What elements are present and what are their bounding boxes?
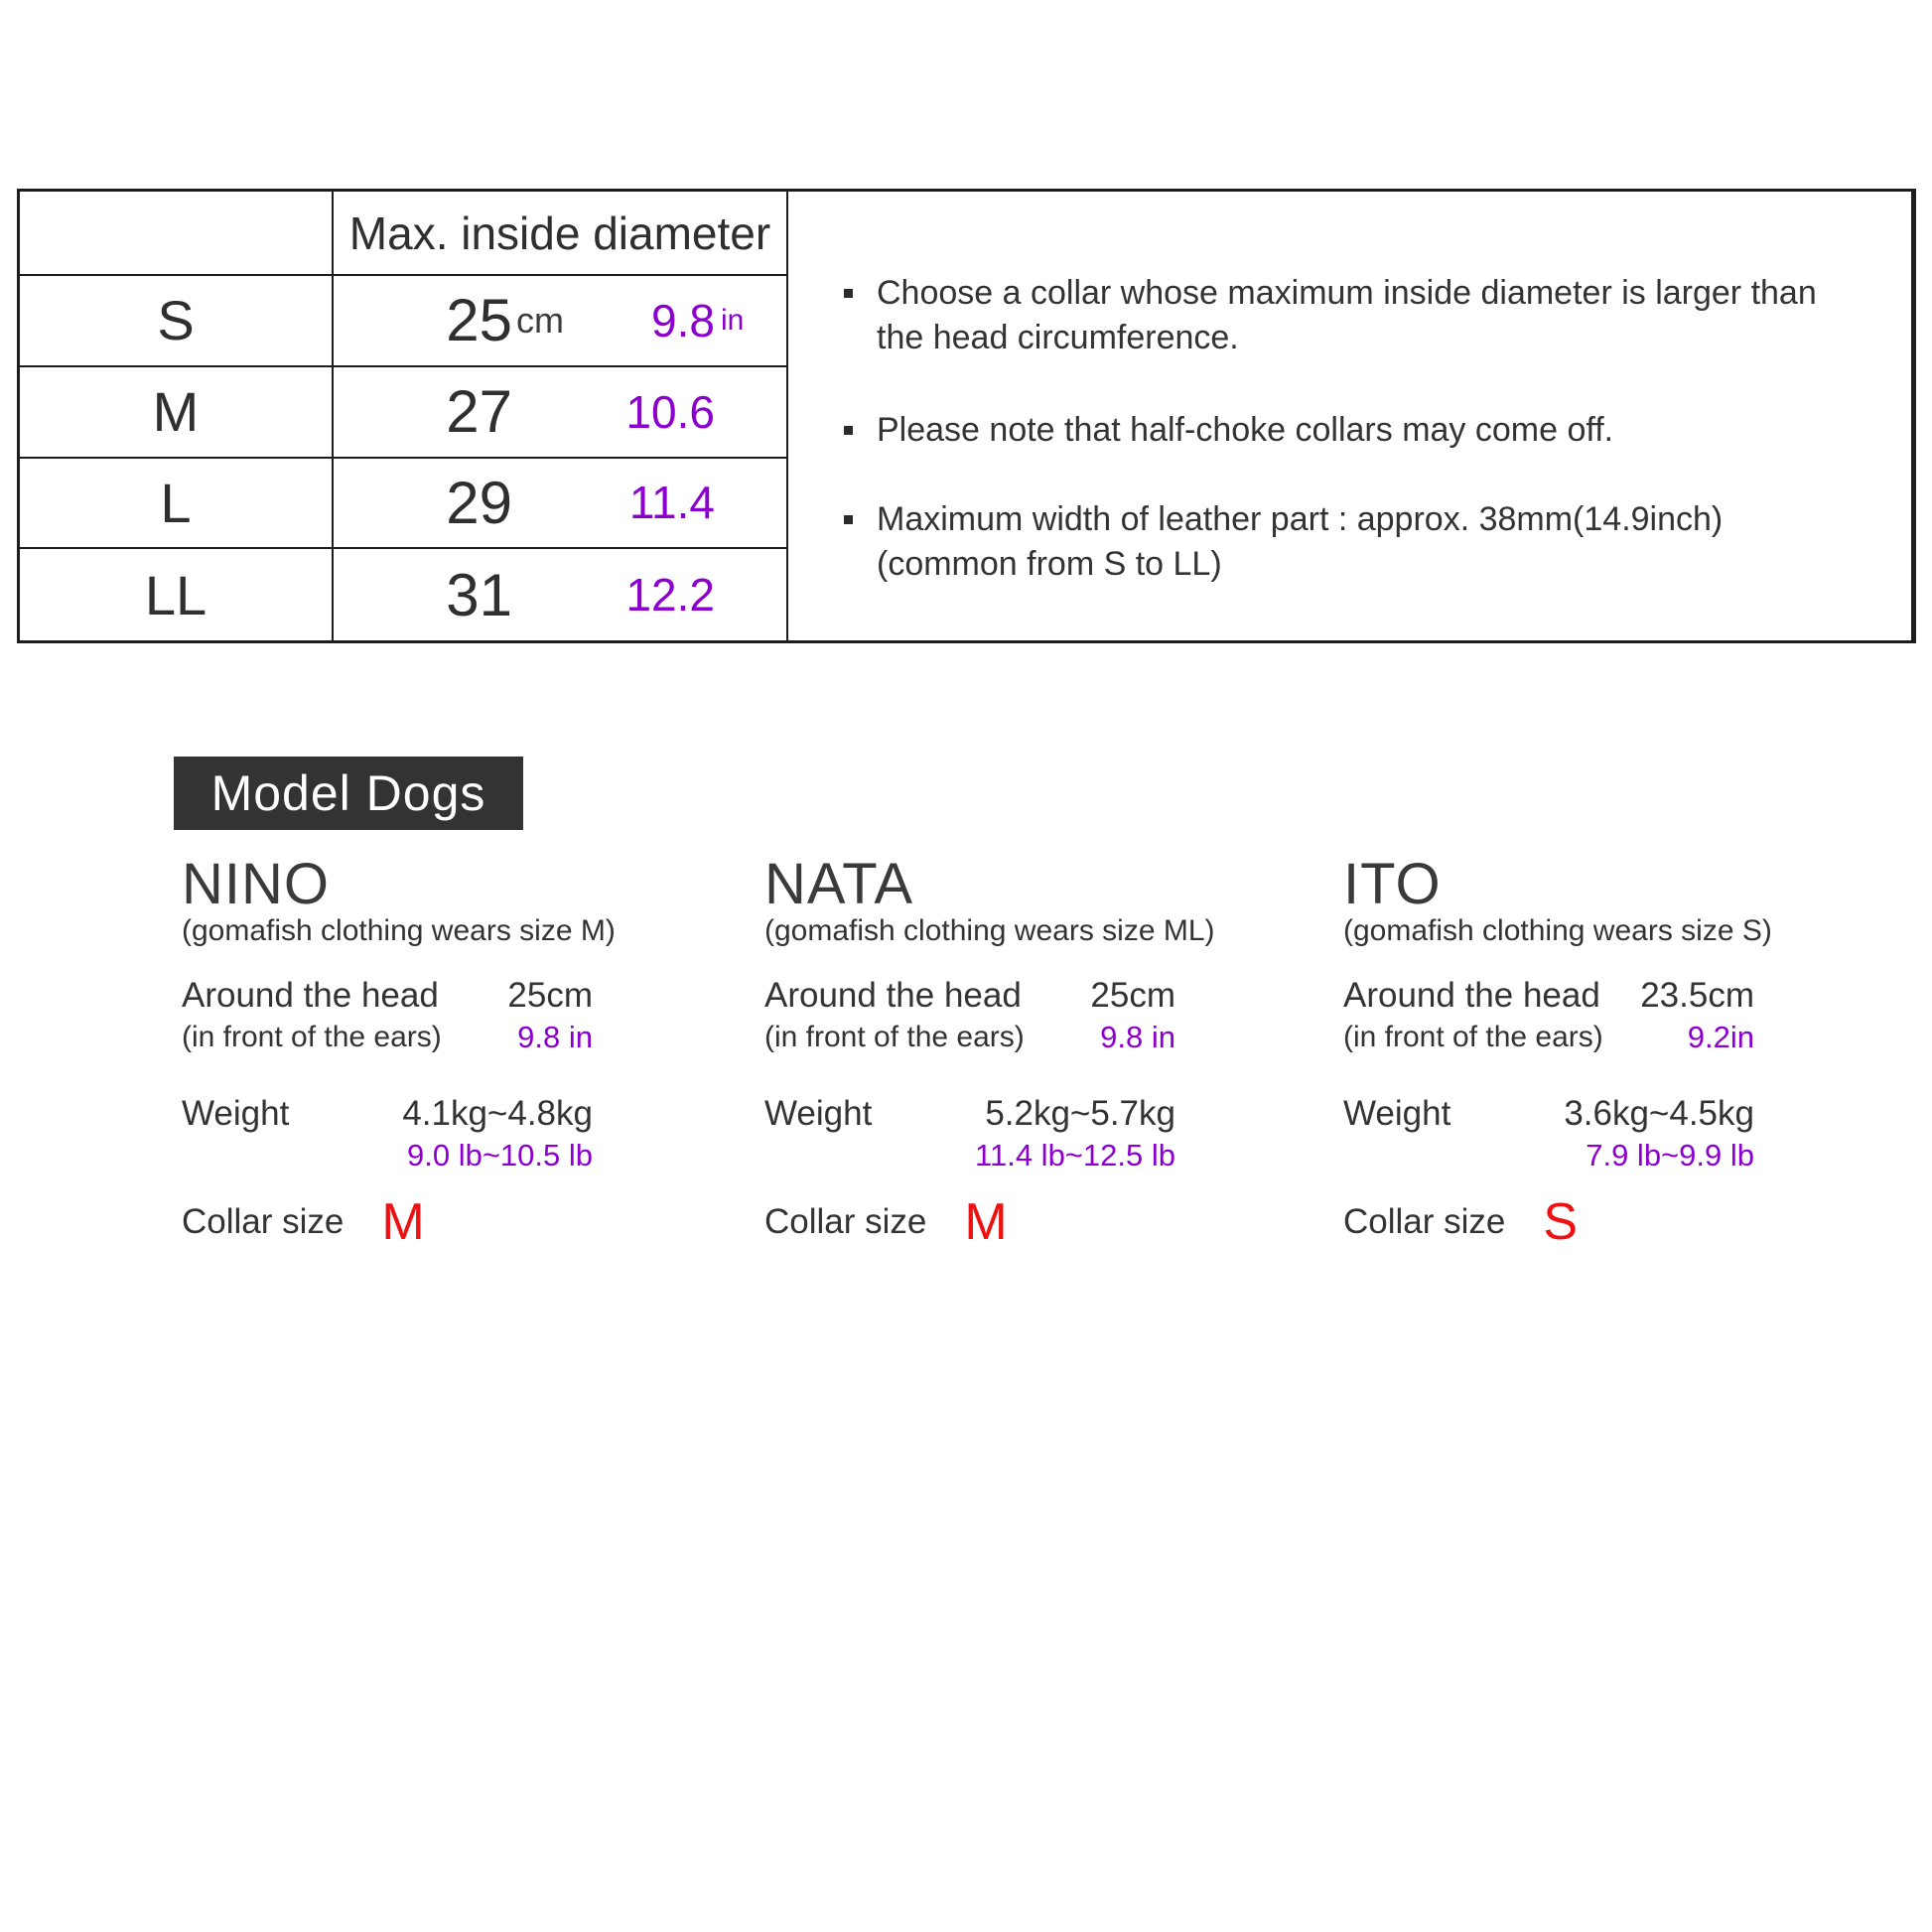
weight-lb-value: 7.9 lb~9.9 lb xyxy=(1586,1138,1754,1173)
table-row-size-label: L xyxy=(20,459,334,550)
table-row-diameter-cell xyxy=(334,367,788,459)
diameter-cm-value: 25 xyxy=(446,287,512,354)
collar-size-row xyxy=(182,1193,593,1251)
table-row-diameter-cell xyxy=(334,459,788,550)
table-row-size-label: LL xyxy=(20,549,334,640)
dog-name: NINO xyxy=(182,852,330,916)
dog-name: ITO xyxy=(1343,852,1442,916)
head-label: Around the head xyxy=(1343,976,1600,1015)
inch-unit-label: in xyxy=(721,303,745,337)
diameter-inch-value: 11.4 xyxy=(628,477,715,529)
head-sublabel: (in front of the ears) xyxy=(764,1021,1025,1053)
weight-row xyxy=(764,1092,1175,1175)
note-line: Maximum width of leather part : approx. 38mm(14.9inch) xyxy=(877,500,1724,538)
collar-size-label: Collar size xyxy=(764,1202,927,1241)
cm-unit-label: cm xyxy=(516,299,564,341)
head-inch-value: 9.8 in xyxy=(1100,1020,1175,1054)
dog-card-ito xyxy=(1343,852,1772,1251)
weight-label: Weight xyxy=(1343,1094,1451,1133)
dog-name: NATA xyxy=(764,852,914,916)
head-inch-value: 9.8 in xyxy=(517,1020,593,1054)
weight-kg-value: 4.1kg~4.8kg xyxy=(402,1094,593,1133)
collar-size-label: Collar size xyxy=(182,1202,345,1241)
table-corner-empty-cell xyxy=(20,192,334,276)
notes-panel xyxy=(788,192,1913,640)
weight-row xyxy=(1343,1092,1754,1175)
weight-row xyxy=(182,1092,593,1175)
collar-size-label: Collar size xyxy=(1343,1202,1506,1241)
note-line: (common from S to LL) xyxy=(877,545,1222,583)
head-cm-value: 23.5cm xyxy=(1640,976,1754,1015)
weight-label: Weight xyxy=(764,1094,873,1133)
table-row-diameter-cell xyxy=(334,549,788,640)
collar-size-table xyxy=(17,189,1916,643)
bullet-square-icon xyxy=(844,289,853,298)
dog-subtitle: (gomafish clothing wears size ML) xyxy=(764,914,1215,947)
note-item xyxy=(844,497,1723,587)
diameter-cm-value: 29 xyxy=(446,469,512,536)
head-cm-value: 25cm xyxy=(507,976,593,1015)
table-row-size-label: M xyxy=(20,367,334,459)
diameter-inch-value: 12.2 xyxy=(625,569,715,621)
weight-lb-value: 9.0 lb~10.5 lb xyxy=(406,1138,593,1173)
note-line: Choose a collar whose maximum inside diameter is larger than xyxy=(877,274,1817,312)
dog-subtitle: (gomafish clothing wears size M) xyxy=(182,914,616,947)
dog-card-nata xyxy=(764,852,1215,1251)
head-label: Around the head xyxy=(182,976,439,1015)
weight-label: Weight xyxy=(182,1094,290,1133)
table-row-size-label: S xyxy=(20,276,334,367)
weight-kg-value: 3.6kg~4.5kg xyxy=(1564,1094,1754,1133)
collar-size-value: S xyxy=(1543,1193,1579,1251)
head-sublabel: (in front of the ears) xyxy=(182,1021,442,1053)
head-label: Around the head xyxy=(764,976,1022,1015)
head-inch-value: 9.2in xyxy=(1687,1020,1754,1054)
note-item xyxy=(844,271,1817,360)
note-item xyxy=(844,408,1613,453)
weight-lb-value: 11.4 lb~12.5 lb xyxy=(975,1138,1175,1173)
diameter-inch-value: 9.8 xyxy=(651,294,715,346)
bullet-square-icon xyxy=(844,515,853,524)
table-row-diameter-cell xyxy=(334,276,788,367)
collar-size-value: M xyxy=(964,1193,1008,1251)
note-line: Please note that half-choke collars may come off. xyxy=(877,411,1614,449)
collar-size-row xyxy=(764,1193,1175,1251)
weight-kg-value: 5.2kg~5.7kg xyxy=(985,1094,1175,1133)
head-sublabel: (in front of the ears) xyxy=(1343,1021,1603,1053)
diameter-cm-value: 31 xyxy=(446,561,512,628)
head-cm-value: 25cm xyxy=(1090,976,1175,1015)
collar-size-value: M xyxy=(381,1193,425,1251)
head-measure-row xyxy=(182,974,593,1057)
bullet-square-icon xyxy=(844,426,853,435)
model-dogs-title: Model Dogs xyxy=(174,757,523,830)
dog-subtitle: (gomafish clothing wears size S) xyxy=(1343,914,1772,947)
diameter-cm-value: 27 xyxy=(446,378,512,446)
column-header-max-inside-diameter: Max. inside diameter xyxy=(334,192,788,276)
head-measure-row xyxy=(1343,974,1754,1057)
head-measure-row xyxy=(764,974,1175,1057)
dog-card-nino xyxy=(182,852,616,1251)
diameter-inch-value: 10.6 xyxy=(625,385,715,438)
note-line: the head circumference. xyxy=(877,319,1239,356)
collar-size-row xyxy=(1343,1193,1754,1251)
